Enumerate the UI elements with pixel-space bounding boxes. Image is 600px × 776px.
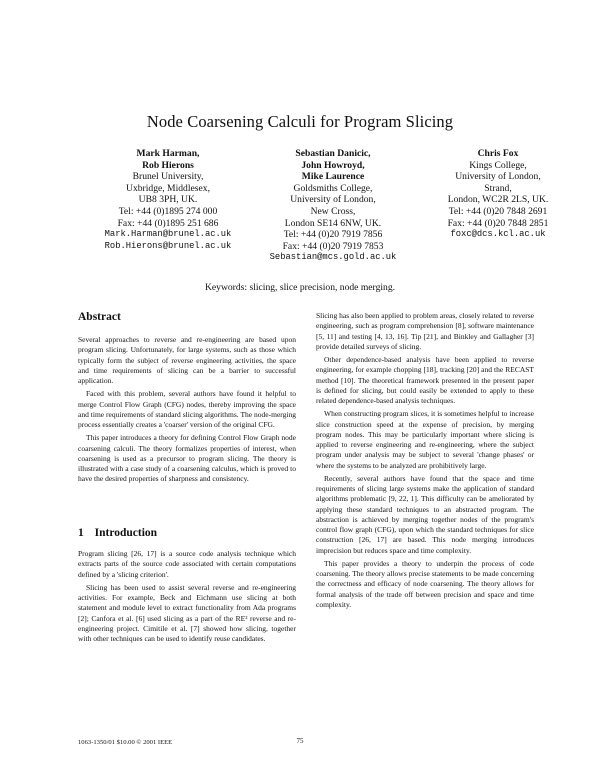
right-column xyxy=(316,311,534,613)
author-address: Strand, xyxy=(484,182,512,194)
author-affiliation: University of London, xyxy=(455,171,541,183)
author-address: UB8 3PH, UK. xyxy=(138,194,198,206)
abstract-paragraph: Faced with this problem, several authors have found it helpful to merge Control Flow Graph (CFG) nodes, thereby improving the space and time requirements of standard slicing algorithms. The node-merging process essentially creates a 'coarser' version of the original CFG. xyxy=(78,389,296,429)
author-fax: Fax: +44 (0)20 7919 7853 xyxy=(282,240,384,252)
author-block-kings xyxy=(398,148,598,241)
author-address: London, WC2R 2LS, UK. xyxy=(447,194,549,206)
author-name: John Howroyd, xyxy=(301,159,365,171)
body-paragraph: Recently, several authors have found that the space and time requirements of slicing large systems make the application of standard algorithms problematic [9, 22, 1]. This difficulty can be ameliorated by applying these standard techniques to an abstracted program. The abstraction is achieved by merging together nodes of the program's control flow graph (CFG), upon which the standard techniques for slice construction [26, 17] are based. This node merging introduces imprecision but reduces space and time complexity. xyxy=(316,473,534,555)
author-fax: Fax: +44 (0)20 7848 2851 xyxy=(447,217,549,229)
author-email: Mark.Harman@brunel.ac.uk xyxy=(104,229,232,240)
author-email: Sebastian@mcs.gold.ac.uk xyxy=(269,252,397,263)
author-name: Chris Fox xyxy=(477,148,519,159)
abstract-paragraph: Several approaches to reverse and re-engineering are based upon program slicing. Unfortunately, for large systems, such as those which typically form the subject of reverse engineering activities, the space and time requirements of slicing can be a barrier to successful application. xyxy=(78,335,296,385)
author-email: Rob.Hierons@brunel.ac.uk xyxy=(104,240,232,251)
author-name: Rob Hierons xyxy=(142,159,194,171)
author-affiliation: Kings College, xyxy=(469,159,527,171)
intro-paragraph: Program slicing [26, 17] is a source code analysis technique which extracts parts of the source code associated with certain computations defined by a 'slicing criterion'. xyxy=(78,549,296,579)
author-affiliation: Goldsmiths College, xyxy=(293,182,373,194)
body-paragraph: Other dependence-based analysis have been applied to reverse engineering, for example chopping [18], tracking [20] and the RECAST method [10]. The theoretical framework presented in the present paper is defined for slicing, but could easily be extended to apply to these related dependence-based analysis techniques. xyxy=(316,355,534,405)
intro-paragraph: Slicing has been used to assist several reverse and re-engineering activities. For example, Beck and Eichmann use slicing at both statement and module level to extract functionality from Ada programs [2]; Canfora et al. [6] used slicing as a part of the RE² reverse and re-engineering project. Cimitile et al. [7] showed how slicing, together with other techniques can be used to identify reuse candidates. xyxy=(78,582,296,643)
author-name: Mike Laurence xyxy=(301,171,365,183)
author-tel: Tel: +44 (0)20 7848 2691 xyxy=(448,205,548,217)
page-number: 75 xyxy=(296,737,304,745)
abstract-heading: Abstract xyxy=(78,311,121,323)
author-address: New Cross, xyxy=(310,205,356,217)
intro-heading xyxy=(78,527,157,539)
body-paragraph: When constructing program slices, it is sometimes helpful to increase slice construction speed at the expense of precision, by merging program nodes. This may be particularly important where slicing is applied to reverse engineering and re-engineering, where the subject program under analysis may be subject to several 'change phases' or where the systems to be analyzed are prohibitively large. xyxy=(316,409,534,470)
author-affiliation: Brunel University, xyxy=(132,171,204,183)
paper-title: Node Coarsening Calculi for Program Slicing xyxy=(146,112,454,131)
keywords: Keywords: slicing, slice precision, node merging. xyxy=(204,282,396,293)
author-address: Uxbridge, Middlesex, xyxy=(126,182,210,194)
copyright-footer: 1063-1350/01 $10.00 © 2001 IEEE xyxy=(78,739,173,746)
body-paragraph: Slicing has also been applied to problem areas, closely related to reverse engineering, such as program comprehension [8], software maintenance [5, 11] and testing [4, 13, 16]. Tip [21], and Binkley and Gallagher [3] provide detailed surveys of slicing. xyxy=(316,311,534,351)
section-title: Introduction xyxy=(94,527,158,539)
body-paragraph: This paper provides a theory to underpin the process of code coarsening. The theory allows precise statements to be made concerning the correctness and efficacy of node coarsening. The theory allows for formal analysis of the trade off between precision and space and time complexity. xyxy=(316,558,534,609)
author-tel: Tel: +44 (0)20 7919 7856 xyxy=(283,229,383,241)
author-name: Sebastian Danicic, xyxy=(295,148,371,159)
intro-body xyxy=(78,549,296,647)
author-address: London SE14 6NW, UK. xyxy=(284,217,382,229)
author-fax: Fax: +44 (0)1895 251 686 xyxy=(117,217,219,229)
author-affiliation: University of London, xyxy=(290,194,376,206)
abstract-paragraph: This paper introduces a theory for defining Control Flow Graph node coarsening calculi. The theory formalizes properties of interest, when coarsening is used as a precursor to program slicing. The theory is illustrated with a case study of a coarsening calculus, which is proved to have the desired properties of sharpness and consistency. xyxy=(78,433,296,484)
section-number: 1 xyxy=(78,527,84,539)
abstract-body xyxy=(78,335,296,488)
author-tel: Tel: +44 (0)1895 274 000 xyxy=(118,205,218,217)
author-name: Mark Harman, xyxy=(136,148,200,159)
author-email: foxc@dcs.kcl.ac.uk xyxy=(450,229,546,240)
